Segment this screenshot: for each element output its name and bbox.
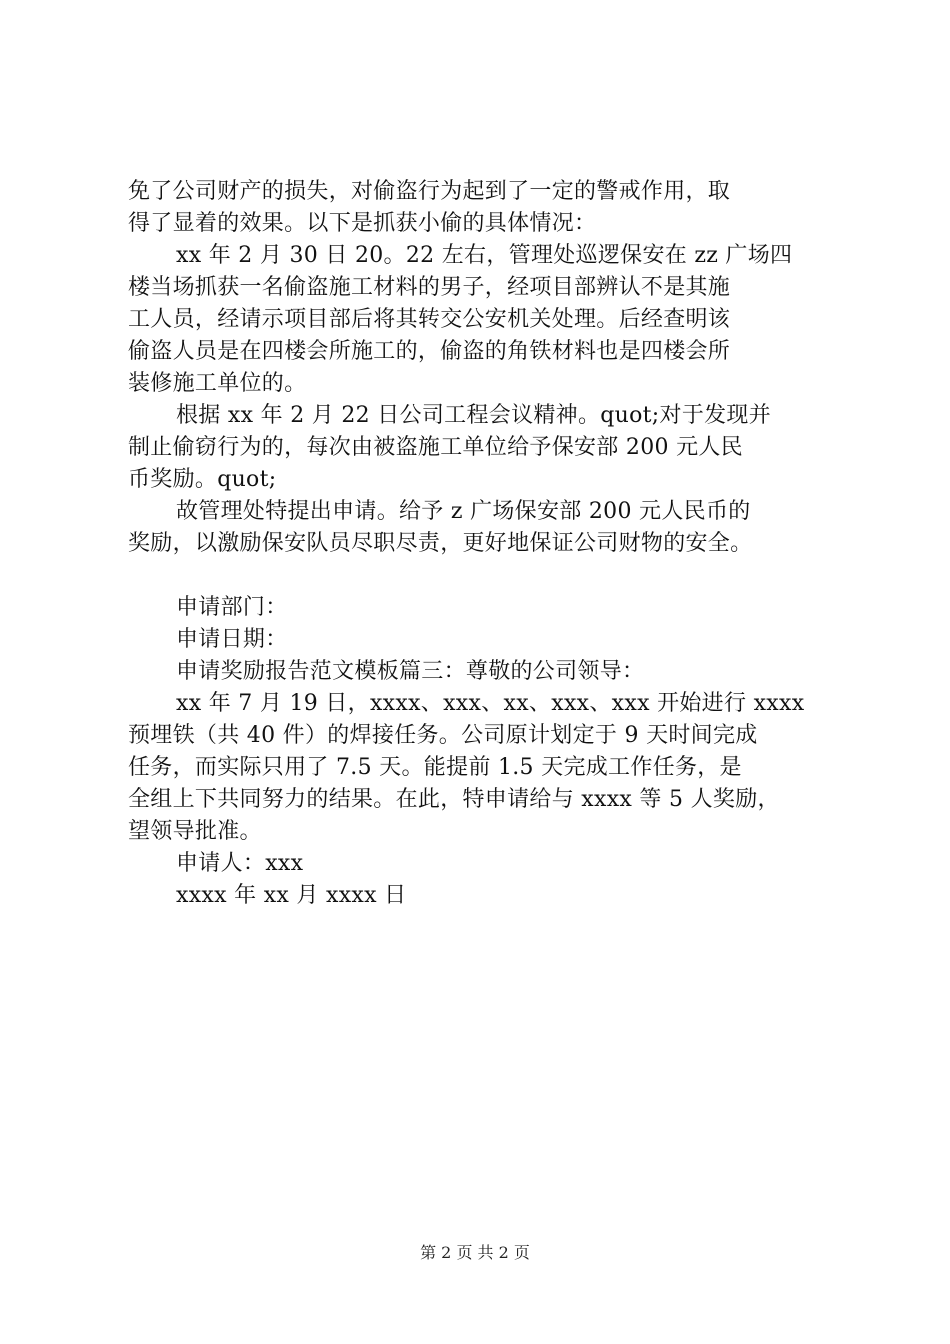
blank-line <box>128 560 848 592</box>
text-line: 望领导批准。 <box>128 819 262 844</box>
text-line: 奖励，以激励保安队员尽职尽责，更好地保证公司财物的安全。 <box>128 531 753 556</box>
text-line: 任务，而实际只用了 7.5 天。能提前 1.5 天完成工作任务，是 <box>128 755 742 780</box>
page-number-footer: 第 2 页 共 2 页 <box>420 1243 530 1262</box>
text-line: 申请部门： <box>176 595 288 620</box>
text-line: xx 年 7 月 19 日，xxxx、xxx、xx、xxx、xxx 开始进行 xxxx <box>176 691 805 716</box>
text-line: 根据 xx 年 2 月 22 日公司工程会议精神。quot;对于发现并 <box>176 403 772 428</box>
text-line: 偷盗人员是在四楼会所施工的，偷盗的角铁材料也是四楼会所 <box>128 339 731 364</box>
text-line: xx 年 2 月 30 日 20。22 左右，管理处巡逻保安在 zz 广场四 <box>176 243 793 268</box>
text-line: 工人员，经请示项目部后将其转交公安机关处理。后经查明该 <box>128 307 731 332</box>
text-line: 制止偷窃行为的，每次由被盗施工单位给予保安部 200 元人民 <box>128 435 743 460</box>
text-line: 申请日期： <box>176 627 288 652</box>
text-line: xxxx 年 xx 月 xxxx 日 <box>176 883 407 908</box>
text-line: 币奖励。quot; <box>128 467 277 492</box>
text-line: 楼当场抓获一名偷盗施工材料的男子，经项目部辨认不是其施 <box>128 275 731 300</box>
text-line: 故管理处特提出申请。给予 z 广场保安部 200 元人民币的 <box>176 499 751 524</box>
text-line: 申请人：xxx <box>176 851 304 876</box>
text-line: 装修施工单位的。 <box>128 371 307 396</box>
text-line: 全组上下共同努力的结果。在此，特申请给与 xxxx 等 5 人奖励， <box>128 787 780 812</box>
text-line: 得了显着的效果。以下是抓获小偷的具体情况： <box>128 211 597 236</box>
text-line: 免了公司财产的损失，对偷盗行为起到了一定的警戒作用，取 <box>128 179 731 204</box>
text-line: 申请奖励报告范文模板篇三：尊敬的公司领导： <box>176 659 645 684</box>
text-line: 预埋铁（共 40 件）的焊接任务。公司原计划定于 9 天时间完成 <box>128 723 758 748</box>
document-body <box>128 176 848 912</box>
